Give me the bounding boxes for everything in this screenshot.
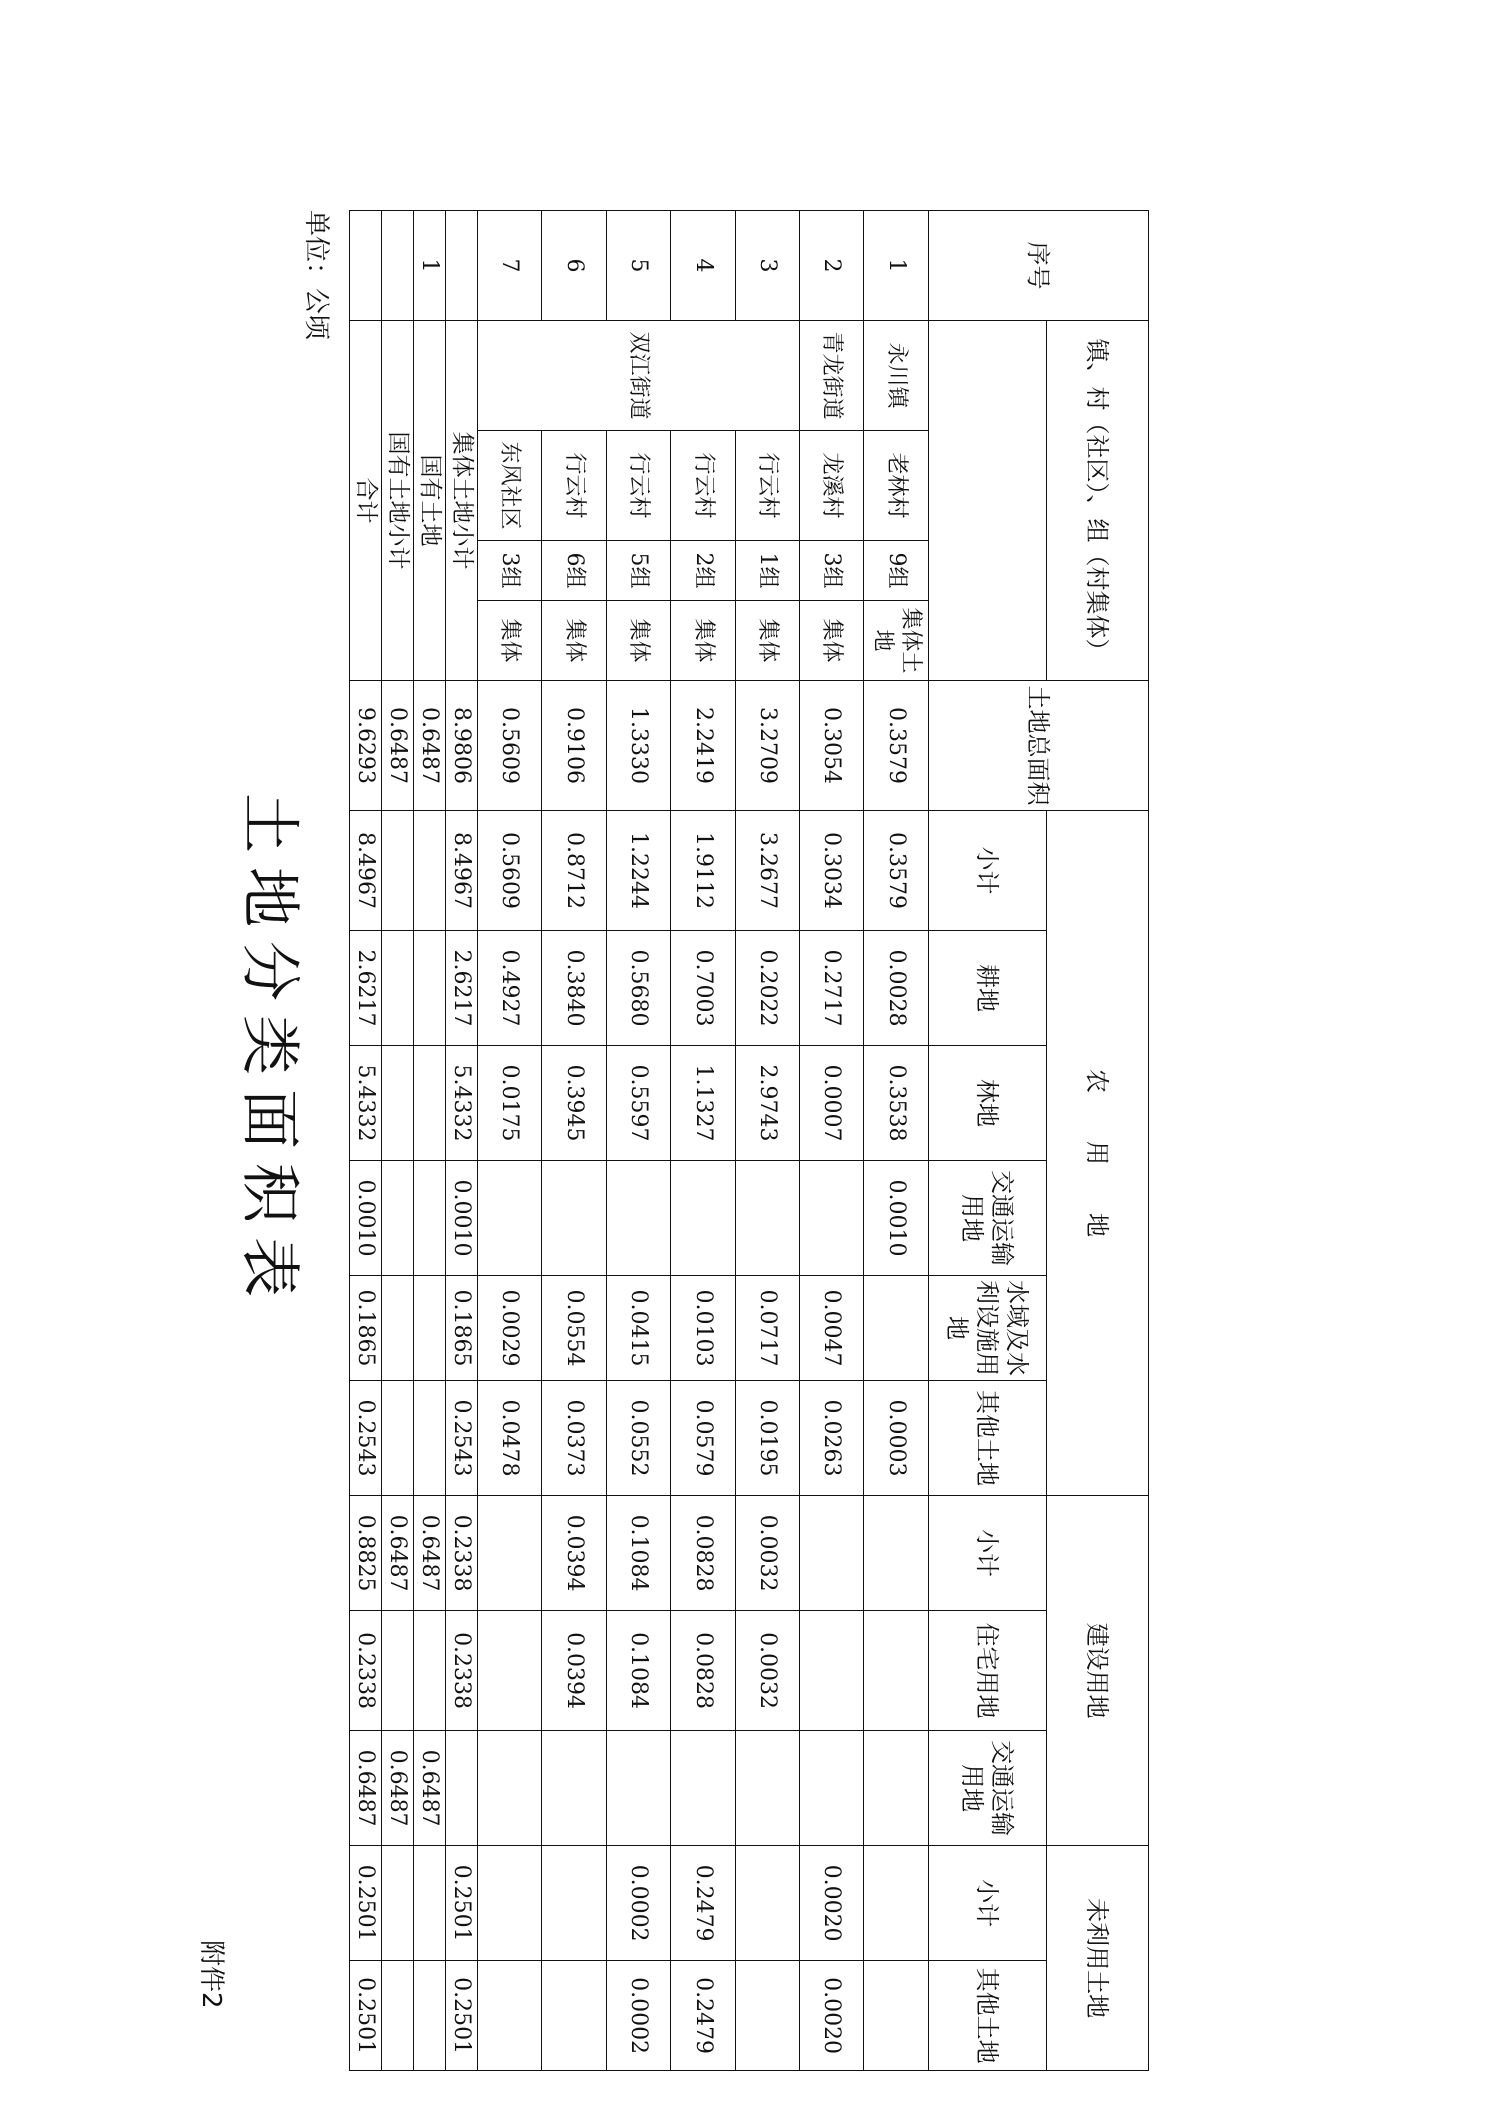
row-village: 行云村 — [735, 431, 799, 541]
summary-row — [414, 211, 446, 2071]
summary-cons-transport: 0.6487 — [414, 1731, 446, 1846]
row-agri-transport — [800, 1161, 864, 1276]
row-unused-sub — [542, 1846, 606, 1961]
summary-unused-other: 0.2501 — [445, 1961, 477, 2071]
row-unused-sub: 0.0002 — [606, 1846, 670, 1961]
header-seq: 序号 — [928, 211, 1148, 321]
row-forest: 0.3538 — [864, 1046, 928, 1161]
header-construction-transport: 交通运输用地 — [928, 1731, 1046, 1846]
summary-unused-other — [414, 1961, 446, 2071]
row-group: 3组 — [800, 541, 864, 601]
header-construction-subtotal: 小计 — [928, 1496, 1046, 1611]
summary-agri-sub — [414, 811, 446, 931]
row-town: 青龙街道 — [800, 321, 864, 431]
row-ownership: 集体 — [606, 601, 670, 681]
row-agri-other: 0.0003 — [864, 1381, 928, 1496]
summary-forest: 5.4332 — [350, 1046, 382, 1161]
row-forest: 0.5597 — [606, 1046, 670, 1161]
row-agri-other: 0.0195 — [735, 1381, 799, 1496]
row-forest: 2.9743 — [735, 1046, 799, 1161]
row-village: 龙溪村 — [800, 431, 864, 541]
row-village: 老林村 — [864, 431, 928, 541]
summary-label: 国有土地小计 — [382, 321, 414, 681]
row-cons-transport — [671, 1731, 735, 1846]
table-row — [477, 211, 541, 2071]
summary-label: 合计 — [350, 321, 382, 681]
row-total: 2.2419 — [671, 681, 735, 811]
row-village: 行云村 — [671, 431, 735, 541]
summary-unused-other: 0.2501 — [350, 1961, 382, 2071]
summary-seq — [382, 211, 414, 321]
row-seq: 4 — [671, 211, 735, 321]
row-seq: 2 — [800, 211, 864, 321]
row-agri-sub: 3.2677 — [735, 811, 799, 931]
summary-agri-other: 0.2543 — [350, 1381, 382, 1496]
row-agri-other: 0.0373 — [542, 1381, 606, 1496]
annex-label: 附件2 — [196, 1940, 226, 2009]
row-ownership: 集体 — [671, 601, 735, 681]
row-total: 0.3579 — [864, 681, 928, 811]
summary-forest: 5.4332 — [445, 1046, 477, 1161]
row-seq: 1 — [864, 211, 928, 321]
row-farmland: 0.5680 — [606, 931, 670, 1046]
page-title: 土地分类面积表 — [234, 793, 304, 1311]
row-agri-sub: 0.8712 — [542, 811, 606, 931]
summary-row — [382, 211, 414, 2071]
header-row-1 — [1046, 211, 1148, 2071]
row-cons-sub: 0.0394 — [542, 1496, 606, 1611]
row-group: 6组 — [542, 541, 606, 601]
row-farmland: 0.7003 — [671, 931, 735, 1046]
row-unused-other — [735, 1961, 799, 2071]
row-cons-transport — [864, 1731, 928, 1846]
row-agri-transport — [477, 1161, 541, 1276]
row-farmland: 0.4927 — [477, 931, 541, 1046]
summary-cons-sub: 0.8825 — [350, 1496, 382, 1611]
header-unused-subtotal: 小计 — [928, 1846, 1046, 1961]
row-residential: 0.0032 — [735, 1611, 799, 1731]
row-agri-transport — [542, 1161, 606, 1276]
row-village: 行云村 — [606, 431, 670, 541]
row-unused-other — [542, 1961, 606, 2071]
row-total: 3.2709 — [735, 681, 799, 811]
summary-agri-other — [414, 1381, 446, 1496]
row-residential: 0.0394 — [542, 1611, 606, 1731]
header-unused-other: 其他土地 — [928, 1961, 1046, 2071]
row-forest: 1.1327 — [671, 1046, 735, 1161]
header-forest: 林地 — [928, 1046, 1046, 1161]
row-group: 2组 — [671, 541, 735, 601]
row-residential: 0.0828 — [671, 1611, 735, 1731]
summary-total: 9.6293 — [350, 681, 382, 811]
summary-forest — [382, 1046, 414, 1161]
header-residential: 住宅用地 — [928, 1611, 1046, 1731]
summary-agri-sub — [382, 811, 414, 931]
header-town-spacer — [928, 321, 1046, 681]
summary-cons-sub: 0.6487 — [414, 1496, 446, 1611]
row-total: 0.3054 — [800, 681, 864, 811]
summary-farmland — [382, 931, 414, 1046]
header-total: 土地总面积 — [928, 681, 1148, 811]
summary-residential: 0.2338 — [445, 1611, 477, 1731]
row-ownership: 集体 — [542, 601, 606, 681]
row-ownership: 集体 — [800, 601, 864, 681]
row-seq: 6 — [542, 211, 606, 321]
row-total: 1.3330 — [606, 681, 670, 811]
row-total: 0.9106 — [542, 681, 606, 811]
row-village: 东风社区 — [477, 431, 541, 541]
row-town: 永川镇 — [864, 321, 928, 431]
header-agri-transport: 交通运输用地 — [928, 1161, 1046, 1276]
row-water: 0.0029 — [477, 1276, 541, 1381]
row-seq: 7 — [477, 211, 541, 321]
table-row — [606, 211, 670, 2071]
row-group: 5组 — [606, 541, 670, 601]
row-agri-sub: 0.5609 — [477, 811, 541, 931]
summary-agri-transport: 0.0010 — [445, 1161, 477, 1276]
row-seq: 3 — [735, 211, 799, 321]
row-ownership: 集体 — [735, 601, 799, 681]
summary-agri-sub: 8.4967 — [350, 811, 382, 931]
row-water: 0.0717 — [735, 1276, 799, 1381]
header-agri-subtotal: 小计 — [928, 811, 1046, 931]
summary-water — [414, 1276, 446, 1381]
row-agri-other: 0.0478 — [477, 1381, 541, 1496]
land-classification-table — [349, 210, 1149, 2071]
header-agri: 农 用 地 — [1046, 811, 1148, 1496]
summary-agri-other: 0.2543 — [445, 1381, 477, 1496]
summary-unused-sub: 0.2501 — [350, 1846, 382, 1961]
row-residential — [800, 1611, 864, 1731]
row-cons-transport — [606, 1731, 670, 1846]
row-farmland: 0.3840 — [542, 931, 606, 1046]
row-forest: 0.0175 — [477, 1046, 541, 1161]
row-water: 0.0103 — [671, 1276, 735, 1381]
row-agri-other: 0.0552 — [606, 1381, 670, 1496]
row-agri-sub: 1.2244 — [606, 811, 670, 931]
row-ownership: 集体土地 — [864, 601, 928, 681]
row-cons-sub: 0.0828 — [671, 1496, 735, 1611]
summary-residential — [382, 1611, 414, 1731]
summary-residential: 0.2338 — [350, 1611, 382, 1731]
row-water: 0.0415 — [606, 1276, 670, 1381]
header-construction: 建设用地 — [1046, 1496, 1148, 1846]
summary-cons-transport: 0.6487 — [350, 1731, 382, 1846]
row-unused-sub — [864, 1846, 928, 1961]
row-cons-sub — [800, 1496, 864, 1611]
header-row-2 — [928, 211, 1046, 2071]
row-cons-sub — [477, 1496, 541, 1611]
table-row — [671, 211, 735, 2071]
row-unused-other: 0.2479 — [671, 1961, 735, 2071]
row-agri-sub: 0.3579 — [864, 811, 928, 931]
row-total: 0.5609 — [477, 681, 541, 811]
summary-cons-sub: 0.6487 — [382, 1496, 414, 1611]
summary-unused-sub — [382, 1846, 414, 1961]
summary-agri-transport — [414, 1161, 446, 1276]
row-town: 双江街道 — [477, 321, 799, 431]
summary-seq — [445, 211, 477, 321]
summary-agri-sub: 8.4967 — [445, 811, 477, 931]
row-residential: 0.1084 — [606, 1611, 670, 1731]
header-unused: 未利用土地 — [1046, 1846, 1148, 2071]
row-unused-sub: 0.0020 — [800, 1846, 864, 1961]
row-farmland: 0.0028 — [864, 931, 928, 1046]
summary-agri-transport — [382, 1161, 414, 1276]
summary-row — [350, 211, 382, 2071]
summary-agri-transport: 0.0010 — [350, 1161, 382, 1276]
row-agri-other: 0.0579 — [671, 1381, 735, 1496]
row-unused-sub: 0.2479 — [671, 1846, 735, 1961]
row-agri-transport: 0.0010 — [864, 1161, 928, 1276]
summary-water — [382, 1276, 414, 1381]
row-agri-transport — [735, 1161, 799, 1276]
row-residential — [864, 1611, 928, 1731]
summary-unused-sub — [414, 1846, 446, 1961]
summary-agri-other — [382, 1381, 414, 1496]
row-ownership: 集体 — [477, 601, 541, 681]
table-row — [800, 211, 864, 2071]
row-cons-sub — [864, 1496, 928, 1611]
row-forest: 0.0007 — [800, 1046, 864, 1161]
header-town: 镇、村（社区）、组（村集体） — [1046, 321, 1148, 681]
row-cons-transport — [477, 1731, 541, 1846]
row-seq: 5 — [606, 211, 670, 321]
row-agri-sub: 0.3034 — [800, 811, 864, 931]
header-water: 水域及水利设施用地 — [928, 1276, 1046, 1381]
summary-water: 0.1865 — [350, 1276, 382, 1381]
summary-seq: 1 — [414, 211, 446, 321]
summary-total: 0.6487 — [414, 681, 446, 811]
summary-farmland: 2.6217 — [350, 931, 382, 1046]
row-agri-transport — [606, 1161, 670, 1276]
summary-cons-sub: 0.2338 — [445, 1496, 477, 1611]
row-agri-other: 0.0263 — [800, 1381, 864, 1496]
row-farmland: 0.2717 — [800, 931, 864, 1046]
summary-cons-transport: 0.6487 — [382, 1731, 414, 1846]
summary-unused-sub: 0.2501 — [445, 1846, 477, 1961]
row-cons-transport — [800, 1731, 864, 1846]
row-water: 0.0047 — [800, 1276, 864, 1381]
summary-cons-transport — [445, 1731, 477, 1846]
table-row — [542, 211, 606, 2071]
summary-total: 0.6487 — [382, 681, 414, 811]
row-group: 1组 — [735, 541, 799, 601]
summary-seq — [350, 211, 382, 321]
row-water: 0.0554 — [542, 1276, 606, 1381]
row-water — [864, 1276, 928, 1381]
summary-forest — [414, 1046, 446, 1161]
land-table-wrapper — [349, 210, 1149, 2064]
header-farmland: 耕地 — [928, 931, 1046, 1046]
row-unused-sub — [477, 1846, 541, 1961]
row-cons-sub: 0.1084 — [606, 1496, 670, 1611]
summary-farmland — [414, 931, 446, 1046]
summary-unused-other — [382, 1961, 414, 2071]
row-unused-other — [477, 1961, 541, 2071]
row-village: 行云村 — [542, 431, 606, 541]
summary-water: 0.1865 — [445, 1276, 477, 1381]
row-unused-sub — [735, 1846, 799, 1961]
row-forest: 0.3945 — [542, 1046, 606, 1161]
row-cons-sub: 0.0032 — [735, 1496, 799, 1611]
header-agri-other: 其他土地 — [928, 1381, 1046, 1496]
summary-label: 国有土地 — [414, 321, 446, 681]
row-cons-transport — [542, 1731, 606, 1846]
row-unused-other: 0.0020 — [800, 1961, 864, 2071]
summary-farmland: 2.6217 — [445, 931, 477, 1046]
summary-residential — [414, 1611, 446, 1731]
row-cons-transport — [735, 1731, 799, 1846]
unit-label: 单位：公顷 — [301, 210, 331, 341]
summary-label: 集体土地小计 — [445, 321, 477, 681]
row-residential — [477, 1611, 541, 1731]
row-unused-other — [864, 1961, 928, 2071]
table-row — [735, 211, 799, 2071]
table-row — [864, 211, 928, 2071]
summary-total: 8.9806 — [445, 681, 477, 811]
row-agri-transport — [671, 1161, 735, 1276]
row-group: 9组 — [864, 541, 928, 601]
row-farmland: 0.2022 — [735, 931, 799, 1046]
row-agri-sub: 1.9112 — [671, 811, 735, 931]
row-group: 3组 — [477, 541, 541, 601]
summary-row — [445, 211, 477, 2071]
row-unused-other: 0.0002 — [606, 1961, 670, 2071]
